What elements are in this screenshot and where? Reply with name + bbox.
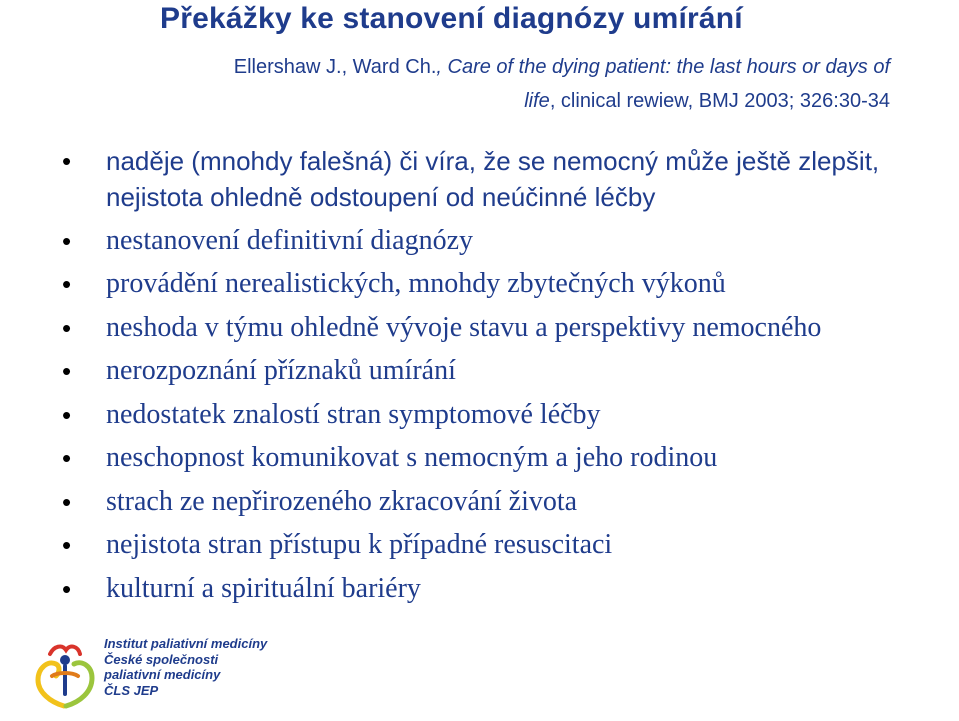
logo-line-1: Institut paliativní medicíny [104,636,268,651]
bullet-item: • provádění nerealistických, mnohdy zbytečných výkonů [0,266,900,302]
reference-authors: Ellershaw J., Ward Ch. [233,56,437,78]
reference-citation [130,50,890,118]
logo-line-4: ČLS JEP [104,682,159,698]
bullet-list [0,143,900,614]
bullet-item: • nerozpoznání příznaků umírání [0,353,900,389]
bullet-item: • nejistota stran přístupu k případné resuscitaci [0,527,900,563]
bullet-item: • neshoda v týmu ohledně vývoje stavu a perspektivy nemocného [0,310,900,346]
reference-journal: , clinical rewiew, BMJ 2003; 326:30-34 [549,90,890,112]
bullet-item: • kulturní a spirituální bariéry [0,571,900,607]
bullet-item: • nestanovení definitivní diagnózy [0,223,900,259]
reference-article-title-part2: life [524,90,550,112]
bullet-item: • strach ze nepřirozeného zkracování života [0,484,900,520]
bullet-item: • nedostatek znalostí stran symptomové léčby [0,397,900,433]
bullet-item: • neschopnost komunikovat s nemocným a jeho rodinou [0,440,900,476]
reference-line-1 [130,50,890,84]
slide-title: Překážky ke stanovení diagnózy umírání [160,2,743,35]
logo-line-2: České společnosti [104,651,219,667]
logo-line-3: paliativní medicíny [104,667,221,682]
bullet-item: • naděje (mnohdy falešná) či víra, že se nemocný může ještě zlepšit, nejistota ohledně odstoupení od neúčinné léčby [0,143,900,215]
logo-figure-icon [30,636,102,714]
institute-logo [30,636,310,716]
reference-article-title-part1: , Care of the dying patient: the last hours or days of [436,56,890,78]
logo-text [104,636,267,698]
reference-line-2 [130,84,890,118]
